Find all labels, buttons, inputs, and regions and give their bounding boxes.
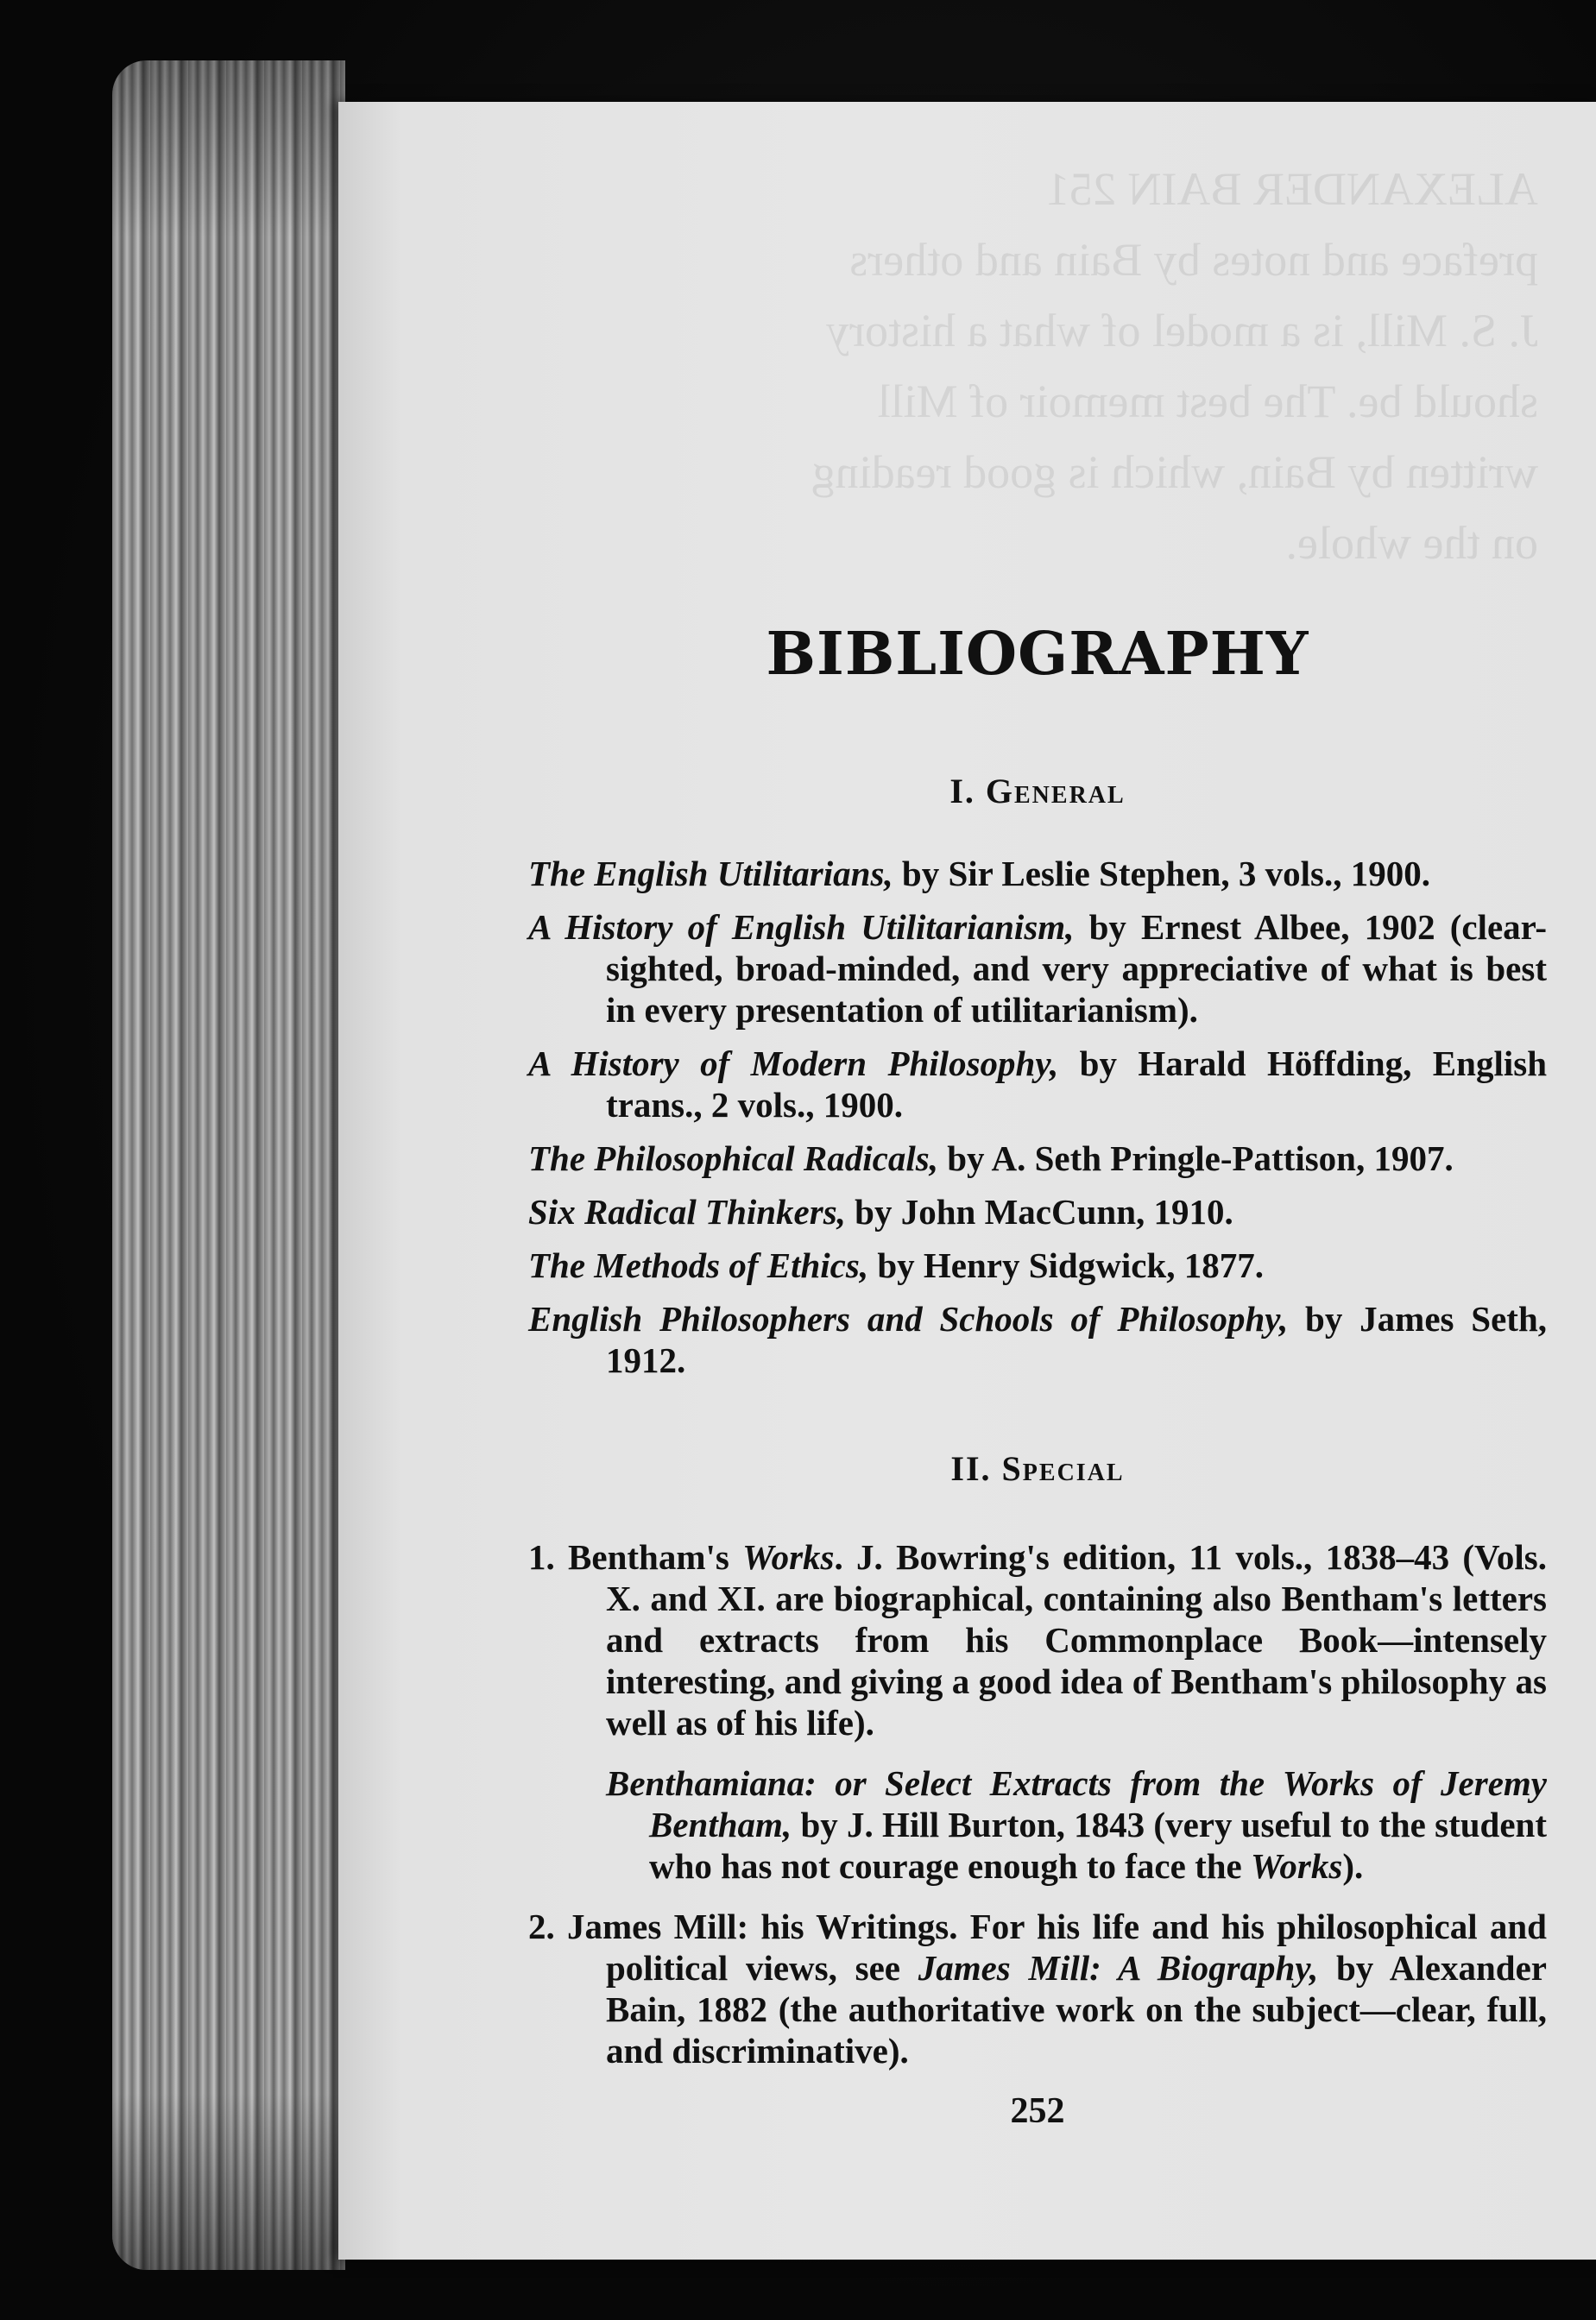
page-number: 252: [1010, 2091, 1065, 2131]
bib-entry-title: Six Radical Thinkers,: [528, 1192, 846, 1232]
numbered-entry-james-mill: [528, 1906, 1547, 2071]
bleed-line: written by Bain, which is good reading: [811, 446, 1538, 498]
book-page-edges: [112, 60, 345, 2270]
bib-entry-title: The Philosophical Radicals,: [528, 1138, 938, 1178]
bib-entry-details: by Ernest Albee, 1902 (clear-sighted, broad-minded, and very appreciative of what is best in every presentation of utilitarianism).: [606, 907, 1547, 1030]
bib-entry-details: by James Seth, 1912.: [606, 1299, 1547, 1380]
bib-entry-details: by Harald Höffding, English trans., 2 vols., 1900.: [606, 1043, 1547, 1125]
bleed-line: J. S. Mill, is a model of what a history: [826, 305, 1538, 356]
entry-title: Benthamiana: or Select Extracts from the Works of Jeremy Bentham,: [606, 1763, 1547, 1844]
bib-entry: [528, 1298, 1547, 1381]
bib-entry-details: by Henry Sidgwick, 1877.: [868, 1245, 1264, 1285]
bib-entry: [528, 1245, 1547, 1286]
general-entry-list: [528, 853, 1547, 1381]
entry-title: Works: [1250, 1846, 1343, 1886]
page-content: [528, 102, 1547, 2132]
bib-entry-title: The English Utilitarians,: [528, 854, 893, 893]
bib-entry: [528, 906, 1547, 1031]
numbered-entry-bentham: [528, 1536, 1547, 1743]
bleed-line: on the whole.: [1285, 517, 1538, 569]
section-heading-special: II. Special: [950, 1449, 1125, 1488]
entry-text: by J. Hill Burton, 1843 (very useful to the student who has not courage enough to face the: [649, 1805, 1547, 1886]
entry-title: Works: [742, 1537, 835, 1577]
section-heading-general: I. General: [949, 772, 1126, 810]
bleed-line: preface and notes by Bain and others: [849, 234, 1538, 286]
bib-entry: [528, 1043, 1547, 1125]
bib-entry: [528, 853, 1547, 894]
bib-entry-details: by John MacCunn, 1910.: [845, 1192, 1233, 1232]
entry-title: James Mill: A Biography,: [918, 1948, 1319, 1988]
book-page: [338, 102, 1596, 2260]
entry-text: by Alexander Bain, 1882 (the authoritative work on the subject—clear, full, and discriminative).: [606, 1948, 1547, 2071]
bib-entry: [528, 1138, 1547, 1179]
page-title: BIBLIOGRAPHY: [766, 620, 1309, 689]
entry-text: James Mill: his Writings. For his life and his philosophical and political views, see: [554, 1907, 1547, 1988]
bleed-line: ALEXANDER BAIN 251: [1046, 163, 1538, 215]
entry-text: ).: [1342, 1846, 1364, 1886]
entry-number: 1.: [528, 1537, 555, 1577]
entry-number: 2.: [528, 1907, 555, 1946]
bib-entry: [528, 1191, 1547, 1232]
entry-text: . J. Bowring's edition, 11 vols., 1838–43 (Vols. X. and XI. are biographical, containing also Bentham's letters and extracts from his Commonplace Book—intensely interesting, and giving a good idea of Bentham's philosophy as well as of his life).: [606, 1537, 1547, 1743]
sub-entry-benthamiana: [528, 1762, 1547, 1887]
bib-entry-title: English Philosophers and Schools of Philosophy,: [528, 1299, 1289, 1339]
bib-entry-title: The Methods of Ethics,: [528, 1245, 869, 1285]
special-entry-list: [528, 1536, 1547, 2071]
bib-entry-title: A History of Modern Philosophy,: [528, 1043, 1059, 1083]
bib-entry-title: A History of English Utilitarianism,: [528, 907, 1075, 947]
bib-entry-details: by Sir Leslie Stephen, 3 vols., 1900.: [893, 854, 1430, 893]
entry-text: Bentham's: [554, 1537, 743, 1577]
bleed-line: should be. The best memoir of Mill: [877, 375, 1538, 427]
bib-entry-details: by A. Seth Pringle-Pattison, 1907.: [937, 1138, 1454, 1178]
